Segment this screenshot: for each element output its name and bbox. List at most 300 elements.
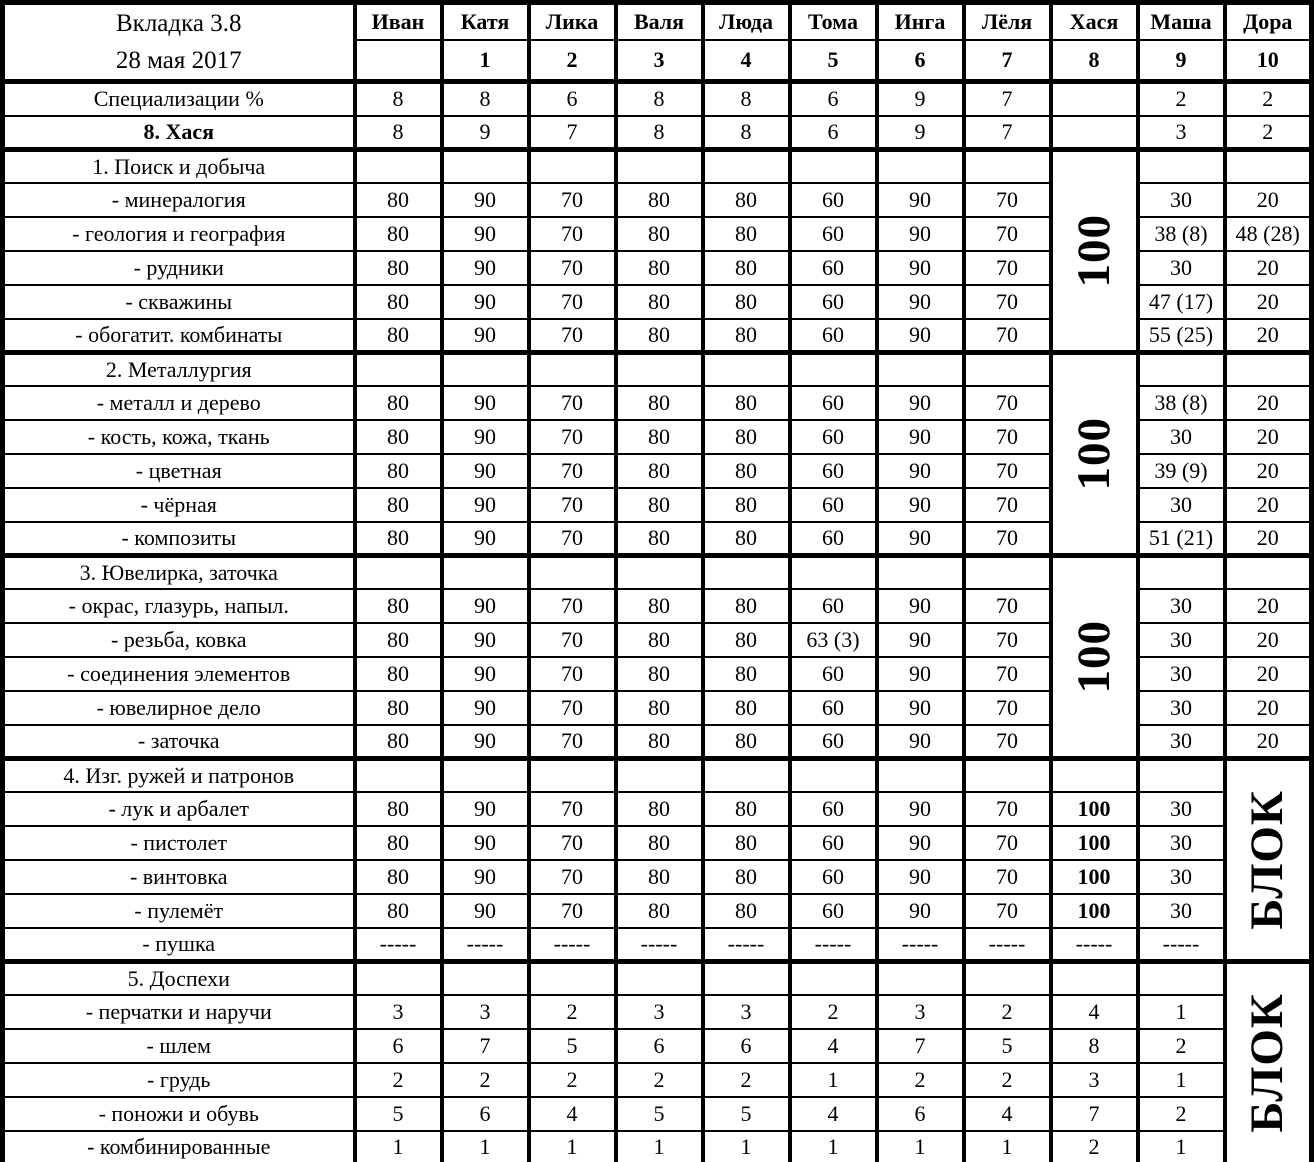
section-header-row <box>3 962 1312 995</box>
cell: 30 <box>1138 657 1225 691</box>
empty-cell <box>877 353 964 386</box>
table-body <box>3 82 1312 1162</box>
row-label: - поножи и обувь <box>3 1097 355 1131</box>
column-number: 1 <box>442 40 529 82</box>
cell: 2 <box>529 1063 616 1097</box>
column-number: 8 <box>1051 40 1138 82</box>
cell: 80 <box>355 183 442 217</box>
cell: 70 <box>964 657 1051 691</box>
row-label: - резьба, ковка <box>3 623 355 657</box>
empty-cell <box>355 150 442 183</box>
cell: 70 <box>529 589 616 623</box>
empty-cell <box>355 556 442 589</box>
cell: 80 <box>616 691 703 725</box>
cell: 2 <box>1051 1131 1138 1162</box>
cell: ----- <box>442 928 529 962</box>
cell: 80 <box>355 522 442 556</box>
cell: 63 (3) <box>790 623 877 657</box>
row-label: - ювелирное дело <box>3 691 355 725</box>
cell: 3 <box>1138 116 1225 150</box>
cell: 4 <box>964 1097 1051 1131</box>
column-name: Валя <box>616 3 703 40</box>
row-label: - пулемёт <box>3 894 355 928</box>
cell: 70 <box>964 826 1051 860</box>
cell: 80 <box>616 657 703 691</box>
cell: 90 <box>877 860 964 894</box>
column-name: Лёля <box>964 3 1051 40</box>
column-number: 7 <box>964 40 1051 82</box>
cell: 39 (9) <box>1138 454 1225 488</box>
empty-cell <box>1138 759 1225 792</box>
cell: 90 <box>442 319 529 353</box>
empty-cell <box>529 353 616 386</box>
cell: 80 <box>703 183 790 217</box>
cell: 47 (17) <box>1138 285 1225 319</box>
cell: 80 <box>355 251 442 285</box>
cell: 70 <box>529 454 616 488</box>
cell: 51 (21) <box>1138 522 1225 556</box>
cell: 70 <box>529 894 616 928</box>
column-name: Лика <box>529 3 616 40</box>
cell: 8 <box>616 82 703 116</box>
cell: 60 <box>790 894 877 928</box>
cell: 90 <box>442 691 529 725</box>
cell: 70 <box>964 488 1051 522</box>
cell: 70 <box>964 894 1051 928</box>
cell: 20 <box>1225 420 1312 454</box>
cell: 80 <box>703 251 790 285</box>
column-name: Дора <box>1225 3 1312 40</box>
cell: 30 <box>1138 792 1225 826</box>
merged-block-cell <box>1225 962 1312 1162</box>
cell: 90 <box>442 792 529 826</box>
cell: 2 <box>1225 82 1312 116</box>
cell: 70 <box>964 623 1051 657</box>
empty-cell <box>877 962 964 995</box>
cell: 20 <box>1225 386 1312 420</box>
merged-block-cell <box>1051 150 1138 353</box>
cell: 90 <box>877 251 964 285</box>
empty-cell <box>529 962 616 995</box>
empty-cell <box>1138 353 1225 386</box>
column-number: 3 <box>616 40 703 82</box>
empty-cell <box>703 353 790 386</box>
cell: 70 <box>529 623 616 657</box>
cell: 70 <box>964 217 1051 251</box>
empty-cell <box>964 759 1051 792</box>
row-label: - чёрная <box>3 488 355 522</box>
cell: 80 <box>616 217 703 251</box>
cell: 90 <box>877 826 964 860</box>
cell: 20 <box>1225 657 1312 691</box>
cell: 7 <box>442 1029 529 1063</box>
cell: 2 <box>877 1063 964 1097</box>
cell: 90 <box>877 522 964 556</box>
cell: 90 <box>442 657 529 691</box>
cell: 90 <box>877 589 964 623</box>
row-label: - пистолет <box>3 826 355 860</box>
cell: 90 <box>877 623 964 657</box>
empty-cell <box>355 353 442 386</box>
row-label: - цветная <box>3 454 355 488</box>
empty-cell <box>529 150 616 183</box>
cell: 70 <box>529 826 616 860</box>
cell: 8 <box>1051 1029 1138 1063</box>
cell: ----- <box>355 928 442 962</box>
cell: 8 <box>616 116 703 150</box>
row-label: - перчатки и наручи <box>3 995 355 1029</box>
cell: 2 <box>1138 82 1225 116</box>
row-label: - грудь <box>3 1063 355 1097</box>
cell: 60 <box>790 420 877 454</box>
cell: 80 <box>355 319 442 353</box>
cell: 7 <box>877 1029 964 1063</box>
cell: 3 <box>1051 1063 1138 1097</box>
cell: 80 <box>703 488 790 522</box>
column-name: Тома <box>790 3 877 40</box>
cell: 80 <box>616 589 703 623</box>
cell: 9 <box>442 116 529 150</box>
cell: 80 <box>355 386 442 420</box>
data-row <box>3 1029 1312 1063</box>
cell: 30 <box>1138 420 1225 454</box>
cell: 70 <box>529 420 616 454</box>
cell: 100 <box>1051 860 1138 894</box>
cell: 2 <box>1138 1097 1225 1131</box>
cell: 70 <box>529 657 616 691</box>
cell: 30 <box>1138 725 1225 759</box>
cell: 3 <box>355 995 442 1029</box>
empty-cell <box>1225 556 1312 589</box>
cell: ----- <box>1051 928 1138 962</box>
cell: 80 <box>703 657 790 691</box>
section-title: 5. Доспехи <box>3 962 355 995</box>
cell: 80 <box>616 792 703 826</box>
column-number: 4 <box>703 40 790 82</box>
cell: 70 <box>529 691 616 725</box>
cell: 90 <box>877 725 964 759</box>
empty-cell <box>1051 962 1138 995</box>
empty-cell <box>1225 150 1312 183</box>
empty-cell <box>1051 759 1138 792</box>
cell: 90 <box>877 792 964 826</box>
cell: 60 <box>790 860 877 894</box>
cell: 3 <box>616 995 703 1029</box>
cell: 20 <box>1225 454 1312 488</box>
empty-cell <box>877 759 964 792</box>
cell: 90 <box>442 386 529 420</box>
section-title: 4. Изг. ружей и патронов <box>3 759 355 792</box>
cell: ----- <box>529 928 616 962</box>
cell: 30 <box>1138 691 1225 725</box>
cell: 80 <box>355 894 442 928</box>
cell: 90 <box>877 691 964 725</box>
cell: 30 <box>1138 623 1225 657</box>
cell: 1 <box>877 1131 964 1162</box>
cell: 80 <box>355 454 442 488</box>
cell: 80 <box>616 522 703 556</box>
cell: 1 <box>616 1131 703 1162</box>
column-name: Катя <box>442 3 529 40</box>
row-label: - лук и арбалет <box>3 792 355 826</box>
cell: 2 <box>790 995 877 1029</box>
cell: 90 <box>877 217 964 251</box>
cell: 70 <box>964 792 1051 826</box>
cell: 90 <box>442 522 529 556</box>
empty-cell <box>964 150 1051 183</box>
cell: 5 <box>616 1097 703 1131</box>
cell: 80 <box>703 725 790 759</box>
empty-cell <box>790 150 877 183</box>
cell: 55 (25) <box>1138 319 1225 353</box>
cell: 80 <box>703 826 790 860</box>
cell: 70 <box>529 285 616 319</box>
empty-cell <box>442 962 529 995</box>
cell: 100 <box>1051 894 1138 928</box>
cell: 2 <box>355 1063 442 1097</box>
empty-cell <box>529 556 616 589</box>
cell: 70 <box>964 285 1051 319</box>
cell: 4 <box>1051 995 1138 1029</box>
cell: 80 <box>616 826 703 860</box>
cell: 1 <box>790 1063 877 1097</box>
column-number: 10 <box>1225 40 1312 82</box>
header-names-row <box>3 3 1312 40</box>
cell: 70 <box>964 251 1051 285</box>
cell: 1 <box>442 1131 529 1162</box>
merged-block-text: 100 <box>1067 620 1120 694</box>
cell: 80 <box>355 691 442 725</box>
empty-cell <box>703 556 790 589</box>
cell: 80 <box>703 454 790 488</box>
cell: 60 <box>790 522 877 556</box>
empty-cell <box>442 759 529 792</box>
sheet-title: Вкладка 3.8 <box>116 10 242 37</box>
empty-cell <box>790 759 877 792</box>
cell: 70 <box>529 251 616 285</box>
cell: 80 <box>703 589 790 623</box>
row-label: - композиты <box>3 522 355 556</box>
row-label: - окрас, глазурь, напыл. <box>3 589 355 623</box>
cell: 30 <box>1138 251 1225 285</box>
cell: 20 <box>1225 285 1312 319</box>
cell: ----- <box>616 928 703 962</box>
column-name: Инга <box>877 3 964 40</box>
cell: 38 (8) <box>1138 386 1225 420</box>
cell: 5 <box>355 1097 442 1131</box>
row-label: - комбинированные <box>3 1131 355 1162</box>
cell: 90 <box>442 894 529 928</box>
cell: 60 <box>790 589 877 623</box>
cell: 90 <box>442 217 529 251</box>
cell: 70 <box>964 454 1051 488</box>
row-label: Специализации % <box>3 82 355 116</box>
cell: 20 <box>1225 251 1312 285</box>
cell: 90 <box>877 894 964 928</box>
cell: 8 <box>442 82 529 116</box>
cell: 2 <box>529 995 616 1029</box>
cell: 80 <box>616 488 703 522</box>
cell: 2 <box>964 995 1051 1029</box>
cell: 90 <box>877 285 964 319</box>
cell: 90 <box>877 319 964 353</box>
data-row <box>3 928 1312 962</box>
cell: 80 <box>616 285 703 319</box>
cell: 6 <box>790 82 877 116</box>
cell: 80 <box>703 420 790 454</box>
column-number: 2 <box>529 40 616 82</box>
cell: 6 <box>442 1097 529 1131</box>
empty-cell <box>1225 353 1312 386</box>
cell: 8 <box>703 116 790 150</box>
cell: 30 <box>1138 589 1225 623</box>
cell: 90 <box>442 488 529 522</box>
cell: 1 <box>529 1131 616 1162</box>
section-header-row <box>3 759 1312 792</box>
empty-cell <box>616 556 703 589</box>
empty-cell <box>877 150 964 183</box>
empty-cell <box>790 556 877 589</box>
column-name: Люда <box>703 3 790 40</box>
cell: 20 <box>1225 725 1312 759</box>
row-label: - скважины <box>3 285 355 319</box>
cell: 70 <box>964 420 1051 454</box>
cell: 20 <box>1225 319 1312 353</box>
empty-cell <box>703 962 790 995</box>
cell: 60 <box>790 454 877 488</box>
cell: 6 <box>616 1029 703 1063</box>
cell: 60 <box>790 183 877 217</box>
cell: 6 <box>355 1029 442 1063</box>
cell: 70 <box>964 319 1051 353</box>
data-row <box>3 1097 1312 1131</box>
cell: 9 <box>877 116 964 150</box>
cell: 60 <box>790 319 877 353</box>
column-name: Иван <box>355 3 442 40</box>
summary-row <box>3 82 1312 116</box>
cell: 5 <box>964 1029 1051 1063</box>
cell: 80 <box>703 860 790 894</box>
empty-cell <box>616 353 703 386</box>
cell: 6 <box>877 1097 964 1131</box>
row-label: - металл и дерево <box>3 386 355 420</box>
empty-cell <box>877 556 964 589</box>
cell <box>1051 116 1138 150</box>
row-label: - соединения элементов <box>3 657 355 691</box>
column-name: Хася <box>1051 3 1138 40</box>
cell: 80 <box>355 657 442 691</box>
row-label: - рудники <box>3 251 355 285</box>
cell: 2 <box>442 1063 529 1097</box>
cell: 80 <box>355 285 442 319</box>
cell: 20 <box>1225 183 1312 217</box>
cell: 2 <box>1138 1029 1225 1063</box>
cell: 90 <box>442 826 529 860</box>
row-label: - кость, кожа, ткань <box>3 420 355 454</box>
column-name: Маша <box>1138 3 1225 40</box>
cell: 80 <box>703 894 790 928</box>
cell: 90 <box>877 386 964 420</box>
empty-cell <box>616 962 703 995</box>
column-number: 5 <box>790 40 877 82</box>
cell: 3 <box>703 995 790 1029</box>
cell: 80 <box>616 386 703 420</box>
cell: 60 <box>790 386 877 420</box>
cell: 70 <box>529 386 616 420</box>
cell: 100 <box>1051 792 1138 826</box>
empty-cell <box>1138 150 1225 183</box>
cell: 30 <box>1138 894 1225 928</box>
empty-cell <box>442 556 529 589</box>
cell: 1 <box>1138 1063 1225 1097</box>
section-header-row <box>3 150 1312 183</box>
cell: ----- <box>790 928 877 962</box>
cell: 80 <box>355 792 442 826</box>
cell: 90 <box>442 285 529 319</box>
merged-block-text: БЛОК <box>1241 790 1294 930</box>
empty-cell <box>964 353 1051 386</box>
empty-cell <box>355 759 442 792</box>
cell: 20 <box>1225 691 1312 725</box>
sheet-date: 28 мая 2017 <box>115 47 242 74</box>
row-label: - шлем <box>3 1029 355 1063</box>
data-row <box>3 894 1312 928</box>
column-number <box>355 40 442 82</box>
cell: 70 <box>529 860 616 894</box>
row-label: - минералогия <box>3 183 355 217</box>
cell: 80 <box>355 860 442 894</box>
cell <box>1051 82 1138 116</box>
cell: 4 <box>790 1097 877 1131</box>
empty-cell <box>703 150 790 183</box>
cell: 80 <box>616 420 703 454</box>
cell: 80 <box>355 217 442 251</box>
cell: 6 <box>529 82 616 116</box>
cell: 60 <box>790 251 877 285</box>
section-title: 1. Поиск и добыча <box>3 150 355 183</box>
cell: 80 <box>616 183 703 217</box>
row-label: 8. Хася <box>3 116 355 150</box>
row-label: - заточка <box>3 725 355 759</box>
empty-cell <box>355 962 442 995</box>
column-number: 6 <box>877 40 964 82</box>
cell: 70 <box>529 183 616 217</box>
cell: 70 <box>529 522 616 556</box>
merged-block-text: БЛОК <box>1241 993 1294 1133</box>
cell: 90 <box>442 454 529 488</box>
cell: 70 <box>529 792 616 826</box>
empty-cell <box>964 962 1051 995</box>
data-row <box>3 826 1312 860</box>
cell: 80 <box>703 792 790 826</box>
cell: 60 <box>790 488 877 522</box>
cell: 30 <box>1138 488 1225 522</box>
empty-cell <box>1138 556 1225 589</box>
cell: 1 <box>790 1131 877 1162</box>
cell: 80 <box>355 725 442 759</box>
cell: 90 <box>442 251 529 285</box>
cell: 3 <box>442 995 529 1029</box>
cell: 80 <box>703 319 790 353</box>
cell: 90 <box>877 420 964 454</box>
cell: 90 <box>442 183 529 217</box>
cell: 2 <box>616 1063 703 1097</box>
cell: 7 <box>529 116 616 150</box>
cell: 7 <box>964 116 1051 150</box>
cell: 48 (28) <box>1225 217 1312 251</box>
section-header-row <box>3 556 1312 589</box>
merged-block-cell <box>1051 353 1138 556</box>
